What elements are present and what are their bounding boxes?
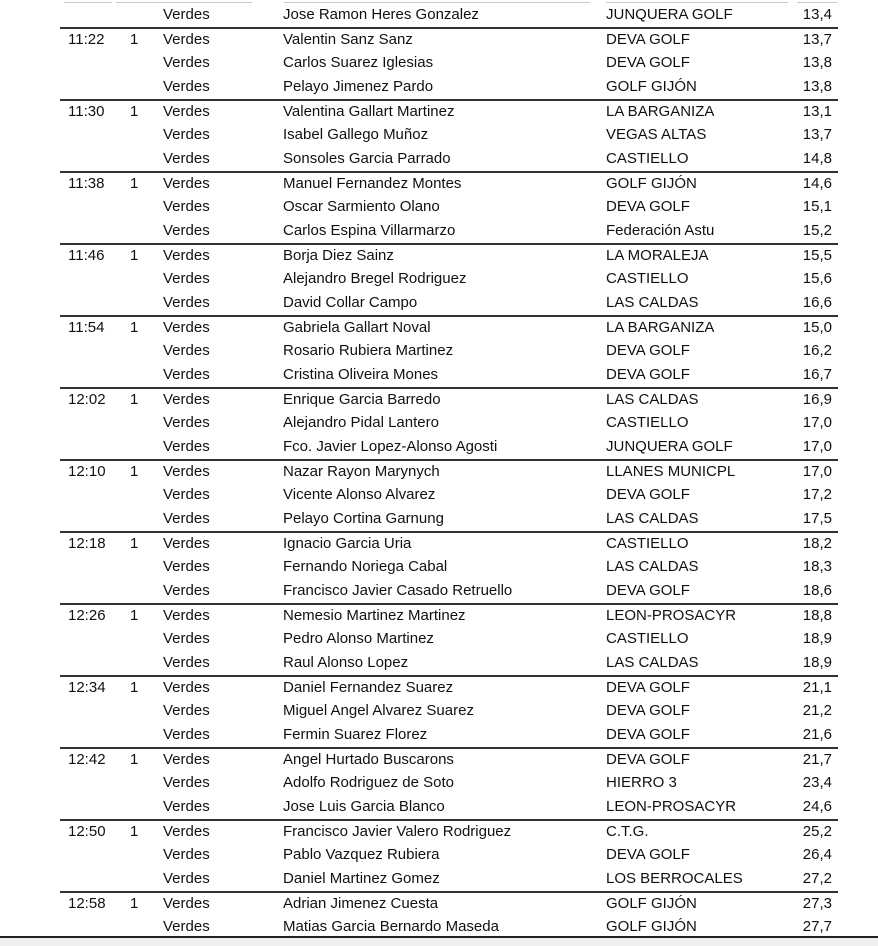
club-name: VEGAS ALTAS bbox=[606, 126, 707, 143]
handicap: 15,0 bbox=[802, 319, 832, 336]
tee-time: 11:30 bbox=[68, 103, 105, 120]
tee-color: Verdes bbox=[163, 726, 210, 743]
tee-color: Verdes bbox=[163, 126, 210, 143]
player-row bbox=[60, 411, 838, 435]
club-name: LAS CALDAS bbox=[606, 391, 699, 408]
tee-color: Verdes bbox=[163, 582, 210, 599]
hole-number: 1 bbox=[130, 175, 139, 192]
club-name: DEVA GOLF bbox=[606, 726, 690, 743]
handicap: 21,1 bbox=[802, 679, 832, 696]
club-name: CASTIELLO bbox=[606, 414, 689, 431]
club-name: CASTIELLO bbox=[606, 270, 689, 287]
player-name: Fernando Noriega Cabal bbox=[283, 558, 448, 575]
tee-time: 12:34 bbox=[68, 679, 106, 696]
club-name: LEON-PROSACYR bbox=[606, 798, 737, 815]
hole-number: 1 bbox=[130, 463, 139, 480]
tee-time: 12:58 bbox=[68, 895, 106, 912]
player-row bbox=[60, 267, 838, 291]
handicap: 14,6 bbox=[802, 175, 832, 192]
player-name: Adolfo Rodriguez de Soto bbox=[283, 774, 454, 791]
hole-number: 1 bbox=[130, 319, 139, 336]
tee-color: Verdes bbox=[163, 175, 210, 192]
tee-color: Verdes bbox=[163, 535, 210, 552]
player-name: Rosario Rubiera Martinez bbox=[283, 342, 454, 359]
tee-color: Verdes bbox=[163, 510, 210, 527]
tee-color: Verdes bbox=[163, 198, 210, 215]
tee-time-group bbox=[60, 3, 838, 27]
tee-color: Verdes bbox=[163, 438, 210, 455]
handicap: 24,6 bbox=[802, 798, 832, 815]
club-name: LAS CALDAS bbox=[606, 558, 699, 575]
tee-color: Verdes bbox=[163, 846, 210, 863]
player-row bbox=[60, 101, 838, 123]
tee-color: Verdes bbox=[163, 54, 210, 71]
handicap: 26,4 bbox=[802, 846, 832, 863]
club-name: LA MORALEJA bbox=[606, 247, 709, 264]
player-name: Carlos Espina Villarmarzo bbox=[283, 222, 456, 239]
tee-color: Verdes bbox=[163, 607, 210, 624]
player-row bbox=[60, 51, 838, 75]
tee-time-group bbox=[60, 747, 838, 819]
handicap: 17,0 bbox=[802, 438, 832, 455]
club-name: C.T.G. bbox=[606, 823, 649, 840]
player-name: Alejandro Pidal Lantero bbox=[283, 414, 439, 431]
tee-color: Verdes bbox=[163, 247, 210, 264]
hole-number: 1 bbox=[130, 607, 139, 624]
tee-color: Verdes bbox=[163, 366, 210, 383]
handicap: 16,2 bbox=[802, 342, 832, 359]
tee-color: Verdes bbox=[163, 774, 210, 791]
player-name: Valentina Gallart Martinez bbox=[283, 103, 455, 120]
player-name: Francisco Javier Casado Retruello bbox=[283, 582, 513, 599]
club-name: GOLF GIJÓN bbox=[606, 78, 697, 95]
handicap: 13,4 bbox=[802, 6, 832, 23]
player-name: Matias Garcia Bernardo Maseda bbox=[283, 918, 499, 935]
tee-color: Verdes bbox=[163, 78, 210, 95]
club-name: Federación Astu bbox=[606, 222, 715, 239]
tee-time: 12:02 bbox=[68, 391, 106, 408]
player-row bbox=[60, 843, 838, 867]
player-name: Jose Ramon Heres Gonzalez bbox=[283, 6, 479, 23]
tee-time-group bbox=[60, 459, 838, 531]
handicap: 15,2 bbox=[802, 222, 832, 239]
player-row bbox=[60, 483, 838, 507]
club-name: DEVA GOLF bbox=[606, 198, 690, 215]
club-name: LEON-PROSACYR bbox=[606, 607, 737, 624]
handicap: 18,9 bbox=[802, 630, 832, 647]
tee-color: Verdes bbox=[163, 414, 210, 431]
handicap: 18,8 bbox=[802, 607, 832, 624]
player-row bbox=[60, 651, 838, 675]
handicap: 17,0 bbox=[802, 414, 832, 431]
club-name: DEVA GOLF bbox=[606, 54, 690, 71]
player-name: Adrian Jimenez Cuesta bbox=[283, 895, 439, 912]
handicap: 16,6 bbox=[802, 294, 832, 311]
player-row bbox=[60, 507, 838, 531]
player-row bbox=[60, 291, 838, 315]
club-name: LAS CALDAS bbox=[606, 510, 699, 527]
player-row bbox=[60, 363, 838, 387]
handicap: 16,7 bbox=[802, 366, 832, 383]
page-bottom-edge bbox=[0, 936, 878, 946]
tee-time: 11:38 bbox=[68, 175, 105, 192]
tee-color: Verdes bbox=[163, 463, 210, 480]
tee-color: Verdes bbox=[163, 702, 210, 719]
handicap: 16,9 bbox=[802, 391, 832, 408]
tee-time-group bbox=[60, 675, 838, 747]
handicap: 21,2 bbox=[802, 702, 832, 719]
player-name: Vicente Alonso Alvarez bbox=[283, 486, 436, 503]
handicap: 25,2 bbox=[802, 823, 832, 840]
handicap: 17,2 bbox=[802, 486, 832, 503]
club-name: LOS BERROCALES bbox=[606, 870, 743, 887]
tee-color: Verdes bbox=[163, 342, 210, 359]
handicap: 17,5 bbox=[802, 510, 832, 527]
tee-color: Verdes bbox=[163, 630, 210, 647]
hole-number: 1 bbox=[130, 751, 139, 768]
tee-time: 11:22 bbox=[68, 31, 105, 48]
tee-color: Verdes bbox=[163, 319, 210, 336]
player-name: Raul Alonso Lopez bbox=[283, 654, 409, 671]
player-row bbox=[60, 29, 838, 51]
club-name: DEVA GOLF bbox=[606, 486, 690, 503]
player-row bbox=[60, 195, 838, 219]
handicap: 13,1 bbox=[802, 103, 832, 120]
player-row bbox=[60, 579, 838, 603]
tee-color: Verdes bbox=[163, 222, 210, 239]
player-name: Isabel Gallego Muñoz bbox=[283, 126, 429, 143]
club-name: HIERRO 3 bbox=[606, 774, 677, 791]
tee-time-group bbox=[60, 819, 838, 891]
handicap: 27,2 bbox=[802, 870, 832, 887]
tee-color: Verdes bbox=[163, 895, 210, 912]
club-name: LA BARGANIZA bbox=[606, 103, 715, 120]
hole-number: 1 bbox=[130, 31, 139, 48]
player-name: Pablo Vazquez Rubiera bbox=[283, 846, 440, 863]
player-row bbox=[60, 749, 838, 771]
tee-time: 11:46 bbox=[68, 247, 105, 264]
tee-color: Verdes bbox=[163, 823, 210, 840]
club-name: DEVA GOLF bbox=[606, 679, 690, 696]
player-row bbox=[60, 699, 838, 723]
club-name: LLANES MUNICPL bbox=[606, 463, 736, 480]
tee-time-group bbox=[60, 315, 838, 387]
handicap: 17,0 bbox=[802, 463, 832, 480]
player-name: Jose Luis Garcia Blanco bbox=[283, 798, 445, 815]
tee-time: 12:50 bbox=[68, 823, 106, 840]
player-name: Alejandro Bregel Rodriguez bbox=[283, 270, 467, 287]
hole-number: 1 bbox=[130, 247, 139, 264]
player-row bbox=[60, 605, 838, 627]
player-row bbox=[60, 461, 838, 483]
tee-time-group bbox=[60, 171, 838, 243]
player-row bbox=[60, 771, 838, 795]
club-name: DEVA GOLF bbox=[606, 751, 690, 768]
player-row bbox=[60, 147, 838, 171]
club-name: DEVA GOLF bbox=[606, 31, 690, 48]
player-name: Daniel Fernandez Suarez bbox=[283, 679, 454, 696]
player-name: Miguel Angel Alvarez Suarez bbox=[283, 702, 474, 719]
player-name: Borja Diez Sainz bbox=[283, 247, 394, 264]
handicap: 18,6 bbox=[802, 582, 832, 599]
club-name: JUNQUERA GOLF bbox=[606, 6, 733, 23]
club-name: DEVA GOLF bbox=[606, 582, 690, 599]
player-name: Manuel Fernandez Montes bbox=[283, 175, 462, 192]
player-name: Sonsoles Garcia Parrado bbox=[283, 150, 451, 167]
player-row bbox=[60, 533, 838, 555]
player-row bbox=[60, 795, 838, 819]
tee-color: Verdes bbox=[163, 654, 210, 671]
player-name: Carlos Suarez Iglesias bbox=[283, 54, 434, 71]
player-name: Nemesio Martinez Martinez bbox=[283, 607, 466, 624]
club-name: GOLF GIJÓN bbox=[606, 175, 697, 192]
player-name: Pedro Alonso Martinez bbox=[283, 630, 434, 647]
handicap: 15,1 bbox=[802, 198, 832, 215]
handicap: 21,6 bbox=[802, 726, 832, 743]
player-row bbox=[60, 3, 838, 27]
handicap: 21,7 bbox=[802, 751, 832, 768]
club-name: DEVA GOLF bbox=[606, 846, 690, 863]
player-row bbox=[60, 723, 838, 747]
player-name: Francisco Javier Valero Rodriguez bbox=[283, 823, 512, 840]
club-name: CASTIELLO bbox=[606, 630, 689, 647]
tee-color: Verdes bbox=[163, 103, 210, 120]
player-row bbox=[60, 893, 838, 915]
hole-number: 1 bbox=[130, 103, 139, 120]
tee-color: Verdes bbox=[163, 798, 210, 815]
player-row bbox=[60, 245, 838, 267]
handicap: 18,2 bbox=[802, 535, 832, 552]
tee-time: 11:54 bbox=[68, 319, 105, 336]
player-row bbox=[60, 867, 838, 891]
player-row bbox=[60, 123, 838, 147]
player-name: Oscar Sarmiento Olano bbox=[283, 198, 440, 215]
player-name: Cristina Oliveira Mones bbox=[283, 366, 439, 383]
tee-color: Verdes bbox=[163, 751, 210, 768]
tee-time-group bbox=[60, 27, 838, 99]
player-row bbox=[60, 435, 838, 459]
player-row bbox=[60, 627, 838, 651]
hole-number: 1 bbox=[130, 895, 139, 912]
tee-color: Verdes bbox=[163, 486, 210, 503]
player-row bbox=[60, 219, 838, 243]
tee-color: Verdes bbox=[163, 918, 210, 935]
tee-color: Verdes bbox=[163, 391, 210, 408]
hole-number: 1 bbox=[130, 823, 139, 840]
tee-time-group bbox=[60, 243, 838, 315]
hole-number: 1 bbox=[130, 391, 139, 408]
player-name: Enrique Garcia Barredo bbox=[283, 391, 441, 408]
tee-time: 12:18 bbox=[68, 535, 106, 552]
handicap: 13,8 bbox=[802, 78, 832, 95]
player-row bbox=[60, 821, 838, 843]
tee-time-group bbox=[60, 891, 838, 939]
club-name: CASTIELLO bbox=[606, 535, 689, 552]
handicap: 18,9 bbox=[802, 654, 832, 671]
hole-number: 1 bbox=[130, 679, 139, 696]
player-name: Daniel Martinez Gomez bbox=[283, 870, 440, 887]
handicap: 15,6 bbox=[802, 270, 832, 287]
handicap: 27,3 bbox=[802, 895, 832, 912]
tee-color: Verdes bbox=[163, 150, 210, 167]
handicap: 15,5 bbox=[802, 247, 832, 264]
tee-time: 12:42 bbox=[68, 751, 106, 768]
club-name: DEVA GOLF bbox=[606, 342, 690, 359]
tee-color: Verdes bbox=[163, 270, 210, 287]
handicap: 18,3 bbox=[802, 558, 832, 575]
tee-time-group bbox=[60, 603, 838, 675]
tee-time-group bbox=[60, 387, 838, 459]
tee-time-group bbox=[60, 531, 838, 603]
tee-color: Verdes bbox=[163, 870, 210, 887]
player-name: David Collar Campo bbox=[283, 294, 418, 311]
tee-color: Verdes bbox=[163, 679, 210, 696]
player-name: Fermin Suarez Florez bbox=[283, 726, 428, 743]
player-row bbox=[60, 339, 838, 363]
player-row bbox=[60, 75, 838, 99]
player-name: Nazar Rayon Marynych bbox=[283, 463, 440, 480]
player-row bbox=[60, 555, 838, 579]
tee-times-list bbox=[60, 3, 838, 939]
player-name: Gabriela Gallart Noval bbox=[283, 319, 431, 336]
player-name: Ignacio Garcia Uria bbox=[283, 535, 412, 552]
club-name: JUNQUERA GOLF bbox=[606, 438, 733, 455]
player-row bbox=[60, 173, 838, 195]
club-name: LAS CALDAS bbox=[606, 654, 699, 671]
handicap: 13,8 bbox=[802, 54, 832, 71]
handicap: 13,7 bbox=[802, 31, 832, 48]
club-name: CASTIELLO bbox=[606, 150, 689, 167]
club-name: GOLF GIJÓN bbox=[606, 918, 697, 935]
player-row bbox=[60, 677, 838, 699]
club-name: DEVA GOLF bbox=[606, 366, 690, 383]
tee-color: Verdes bbox=[163, 6, 210, 23]
club-name: DEVA GOLF bbox=[606, 702, 690, 719]
player-name: Valentin Sanz Sanz bbox=[283, 31, 413, 48]
player-name: Fco. Javier Lopez-Alonso Agosti bbox=[283, 438, 498, 455]
player-row bbox=[60, 317, 838, 339]
hole-number: 1 bbox=[130, 535, 139, 552]
club-name: LA BARGANIZA bbox=[606, 319, 715, 336]
player-name: Pelayo Jimenez Pardo bbox=[283, 78, 434, 95]
tee-color: Verdes bbox=[163, 31, 210, 48]
handicap: 27,7 bbox=[802, 918, 832, 935]
handicap: 23,4 bbox=[802, 774, 832, 791]
tee-time: 12:26 bbox=[68, 607, 106, 624]
tee-color: Verdes bbox=[163, 558, 210, 575]
club-name: GOLF GIJÓN bbox=[606, 895, 697, 912]
player-name: Pelayo Cortina Garnung bbox=[283, 510, 444, 527]
tee-time-group bbox=[60, 99, 838, 171]
handicap: 13,7 bbox=[802, 126, 832, 143]
player-row bbox=[60, 389, 838, 411]
tee-time: 12:10 bbox=[68, 463, 106, 480]
handicap: 14,8 bbox=[802, 150, 832, 167]
club-name: LAS CALDAS bbox=[606, 294, 699, 311]
player-name: Angel Hurtado Buscarons bbox=[283, 751, 454, 768]
tee-color: Verdes bbox=[163, 294, 210, 311]
